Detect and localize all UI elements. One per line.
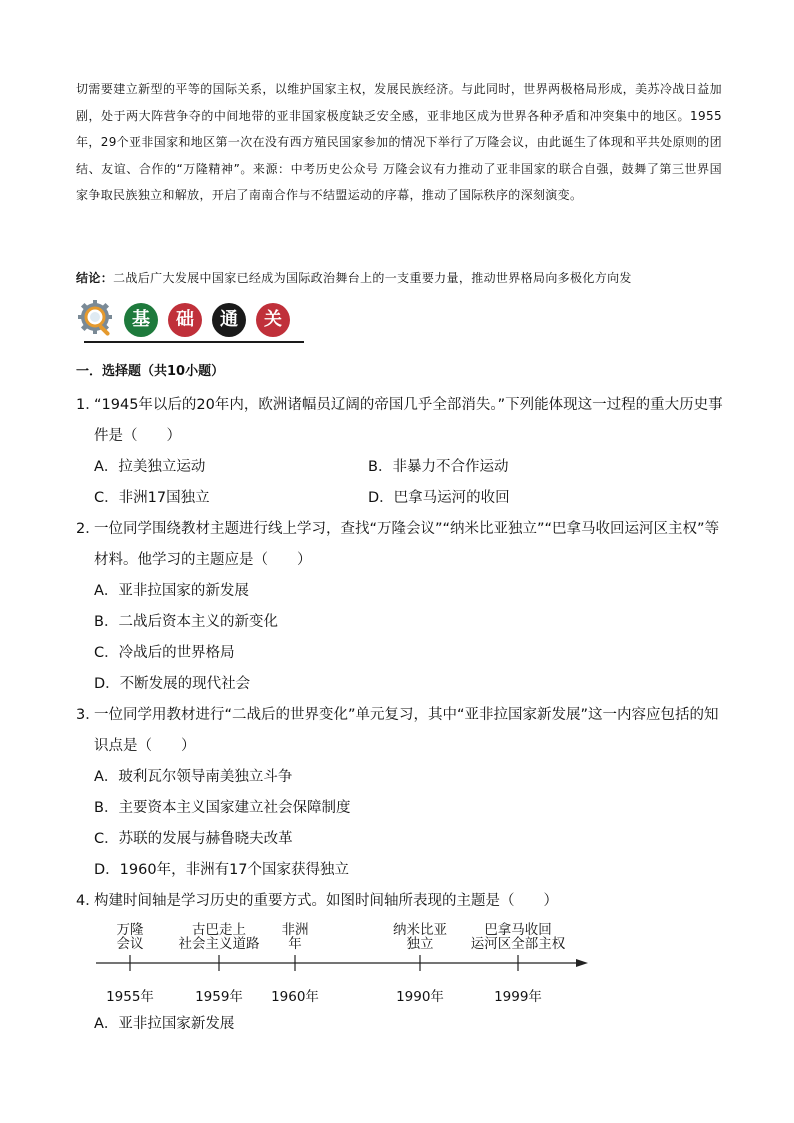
timeline-arrow-icon <box>576 959 588 967</box>
question-3 <box>76 700 726 886</box>
option-a[interactable]: A．亚非拉国家的新发展 <box>94 583 249 599</box>
question-stem <box>76 700 726 762</box>
option-a[interactable]: A．拉美独立运动 <box>94 459 206 475</box>
banner-char-ji: 基 <box>124 303 158 337</box>
question-stem <box>76 886 726 917</box>
question-text: 构建时间轴是学习历史的重要方式。如图时间轴所表现的主题是（ ） <box>94 893 558 909</box>
question-4 <box>76 886 726 1040</box>
intro-text: 切需要建立新型的平等的国际关系，以维护国家主权，发展民族经济。与此同时，世界两极格局形成，美苏冷战日益加剧，处于两大阵营争夺的中间地带的亚非国家极度缺乏安全感，亚非地区成为世界各种矛盾和冲突集中的地区。1955年，29个亚非国家和地区第一次在没有西方殖民国家参加的情况下举行了万隆会议，由此诞生了体现和平共处原则的团结、友谊、合作的“万隆精神”。来源：中考历史公众号 万隆会议有力推动了亚非国家的联合自强，鼓舞了第三世界国家争取民族独立和解放，开启了南南合作与不结盟运动的序幕，推动了国际秩序的深刻演变。 <box>76 82 722 202</box>
question-text: 一位同学围绕教材主题进行线上学习，查找“万隆会议”“纳米比亚独立”“巴拿马收回运河区主权”等材料。他学习的主题应是（ ） <box>94 521 720 568</box>
timeline-event-label: 万隆 会议 <box>116 922 144 952</box>
banner-char-chu: 础 <box>168 303 202 337</box>
option-a[interactable]: A．亚非拉国家新发展 <box>94 1016 235 1032</box>
conclusion-label: 结论： <box>76 271 114 285</box>
conclusion-text: 二战后广大发展中国家已经成为国际政治舞台上的一支重要力量，推动世界格局向多极化方向发 <box>113 271 632 285</box>
timeline-event-label: 纳米比亚 独立 <box>393 922 447 952</box>
timeline-year: 1955年 <box>106 989 154 1005</box>
timeline-event-label: 古巴走上 社会主义道路 <box>178 922 260 952</box>
option-c[interactable]: C．非洲17国独立 <box>94 490 210 506</box>
magnifier-gear-icon <box>78 300 118 340</box>
timeline-year: 1990年 <box>396 989 444 1005</box>
option-c[interactable]: C．冷战后的世界格局 <box>94 645 235 661</box>
option-b[interactable]: B．主要资本主义国家建立社会保障制度 <box>94 800 351 816</box>
option-d[interactable]: D．巴拿马运河的收回 <box>368 490 510 506</box>
question-text: “1945年以后的20年内，欧洲诸幅员辽阔的帝国几乎全部消失。”下列能体现这一过程的重大历史事件是（ ） <box>94 397 723 444</box>
banner-underline <box>84 341 304 343</box>
timeline-year: 1960年 <box>271 989 319 1005</box>
option-row <box>76 452 726 483</box>
option-b[interactable]: B．非暴力不合作运动 <box>368 459 509 475</box>
question-stem <box>76 514 726 576</box>
section-title: 一．选择题（共10小题） <box>76 364 225 379</box>
timeline-year: 1959年 <box>195 989 243 1005</box>
intro-paragraph <box>76 76 722 209</box>
option-d[interactable]: D．不断发展的现代社会 <box>94 676 251 692</box>
option-row <box>76 483 726 514</box>
question-number: 1． <box>76 397 100 413</box>
question-number: 2． <box>76 521 100 537</box>
question-text: 一位同学用教材进行“二战后的世界变化”单元复习，其中“亚非拉国家新发展”这一内容应包括的知识点是（ ） <box>94 707 719 754</box>
question-1 <box>76 390 726 514</box>
question-number: 4． <box>76 893 100 909</box>
timeline-event-label: 巴拿马收回 运河区全部主权 <box>470 922 566 952</box>
question-stem <box>76 390 726 452</box>
timeline-figure <box>86 919 606 1009</box>
question-2 <box>76 514 726 700</box>
option-d[interactable]: D．1960年，非洲有17个国家获得独立 <box>94 862 350 878</box>
banner-char-guan: 关 <box>256 303 290 337</box>
section-banner <box>78 300 304 344</box>
question-section <box>76 362 726 1040</box>
option-b[interactable]: B．二战后资本主义的新变化 <box>94 614 278 630</box>
conclusion-line <box>76 265 736 291</box>
timeline-year: 1999年 <box>494 989 542 1005</box>
option-a[interactable]: A．玻利瓦尔领导南美独立斗争 <box>94 769 293 785</box>
timeline-event-label: 非洲 年 <box>281 922 309 952</box>
question-number: 3． <box>76 707 100 723</box>
option-c[interactable]: C．苏联的发展与赫鲁晓夫改革 <box>94 831 293 847</box>
banner-char-tong: 通 <box>212 303 246 337</box>
